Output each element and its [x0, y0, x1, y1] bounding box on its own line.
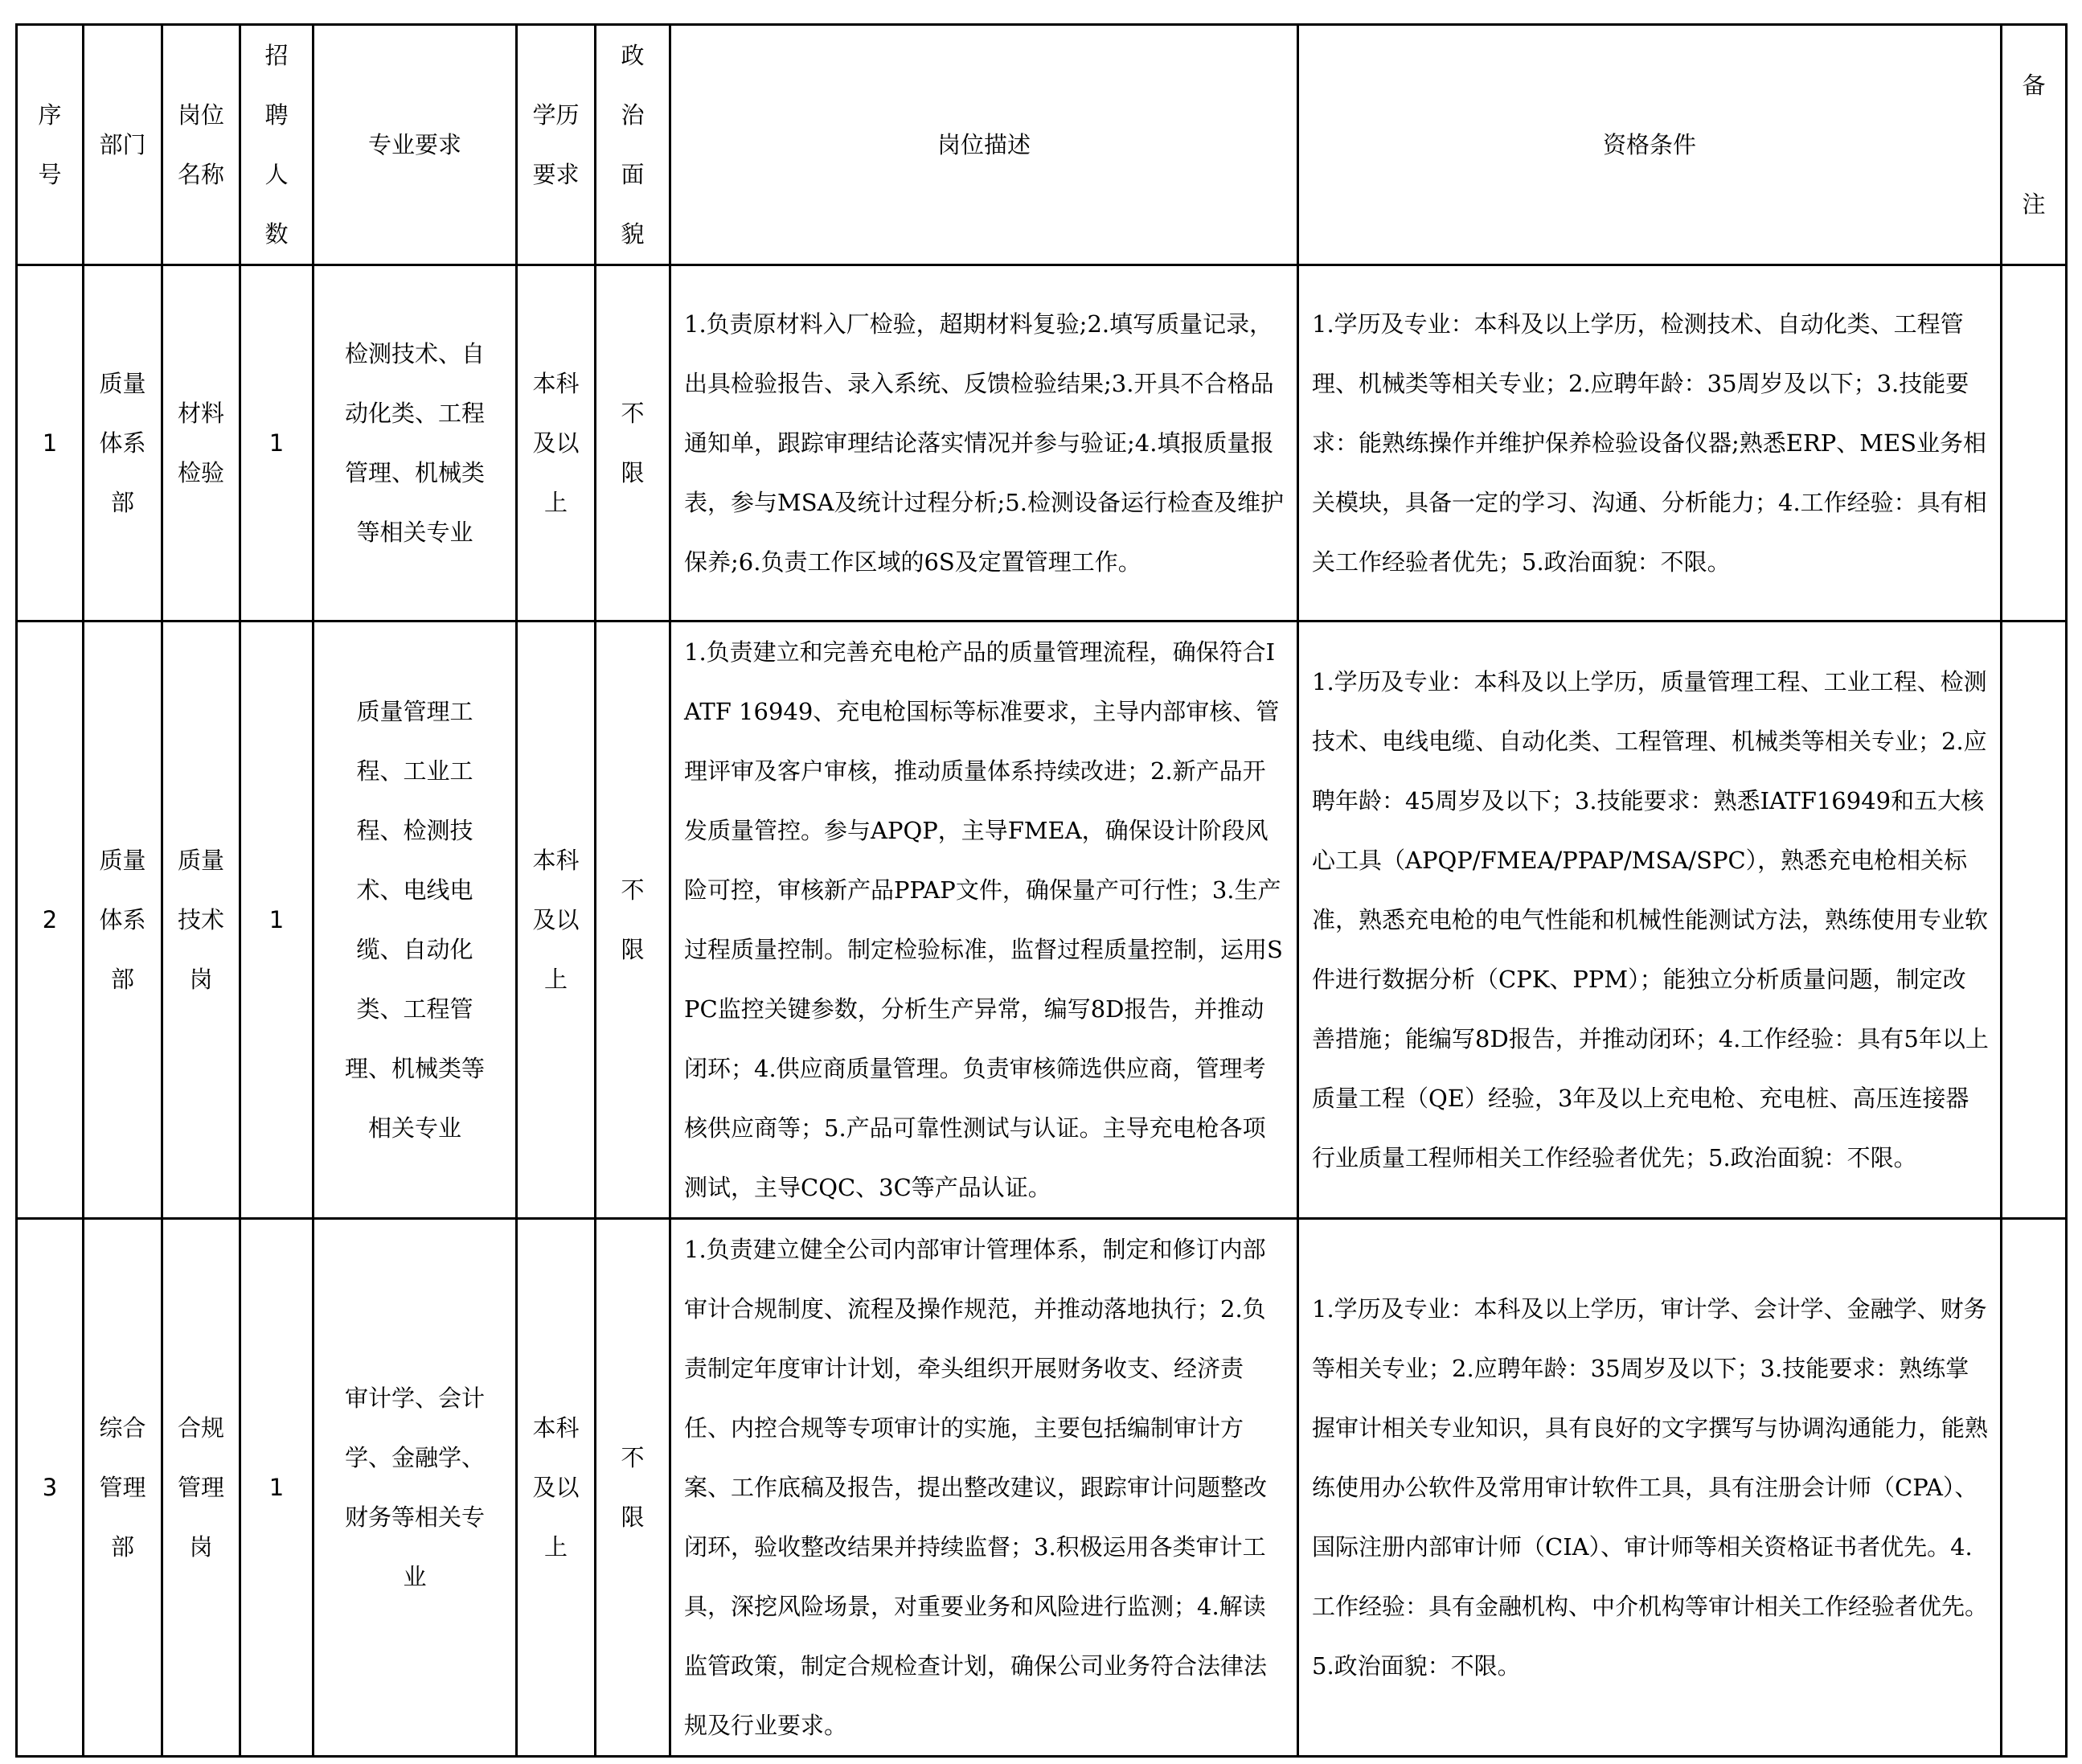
cell-education-text: 本科及以上 — [532, 370, 580, 516]
header-qualifications — [1298, 25, 2002, 265]
header-seq — [17, 25, 84, 265]
cell-description: 1.负责建立和完善充电枪产品的质量管理流程，确保符合IATF 16949、充电枪国标等标准要求，主导内部审核、管理评审及客户审核，推动质量体系持续改进；2.新产品开发质量管控。参与APQP，主导FMEA，确保设计阶段风险可控，审核新产品PPAP文件，确保量产可行性；3.生产过程质量控制。制定检验标准，监督过程质量控制，运用SPC监控关键参数，分析生产异常，编写8D报告，并推动闭环；4.供应商质量管理。负责审核筛选供应商，管理考核供应商等；5.产品可靠性测试与认证。主导充电枪各项测试，主导CQC、3C等产品认证。 — [670, 622, 1298, 1219]
cell-major-text: 检测技术、自动化类、工程管理、机械类等相关专业 — [344, 340, 485, 546]
header-education-label: 学历要求 — [532, 101, 580, 188]
cell-position — [162, 622, 240, 1219]
header-qualifications-label: 资格条件 — [1602, 131, 1696, 158]
cell-political-text: 不限 — [621, 876, 645, 963]
header-dept-label: 部门 — [99, 131, 146, 158]
cell-position — [162, 265, 240, 622]
cell-political — [596, 1219, 670, 1757]
cell-description: 1.负责原材料入厂检验，超期材料复验;2.填写质量记录，出具检验报告、录入系统、反馈检验结果;3.开具不合格品通知单，跟踪审理结论落实情况并参与验证;4.填报质量报表，参与MSA及统计过程分析;5.检测设备运行检查及维护保养;6.负责工作区域的6S及定置管理工作。 — [670, 265, 1298, 622]
table-row — [17, 265, 2067, 622]
header-political-label: 政治面貌 — [621, 42, 645, 248]
cell-education — [517, 622, 596, 1219]
cell-dept-text: 综合管理部 — [99, 1414, 146, 1561]
cell-political — [596, 622, 670, 1219]
cell-education-text: 本科及以上 — [532, 847, 580, 993]
table-row — [17, 1219, 2067, 1757]
cell-qualifications: 1.学历及专业：本科及以上学历，审计学、会计学、金融学、财务等相关专业；2.应聘年龄：35周岁及以下；3.技能要求：熟练掌握审计相关专业知识，具有良好的文字撰写与协调沟通能力，能熟练使用办公软件及常用审计软件工具，具有注册会计师（CPA）、国际注册内部审计师（CIA）、审计师等相关资格证书者优先。4.工作经验：具有金融机构、中介机构等审计相关工作经验者优先。5.政治面貌：不限。 — [1298, 1219, 2002, 1757]
header-position — [162, 25, 240, 265]
cell-position — [162, 1219, 240, 1757]
cell-qualifications: 1.学历及专业：本科及以上学历，检测技术、自动化类、工程管理、机械类等相关专业；2.应聘年龄：35周岁及以下；3.技能要求：能熟练操作并维护保养检验设备仪器;熟悉ERP、MES业务相关模块，具备一定的学习、沟通、分析能力；4.工作经验：具有相关工作经验者优先；5.政治面貌：不限。 — [1298, 265, 2002, 622]
cell-major — [314, 265, 517, 622]
recruitment-table — [15, 23, 2068, 1758]
header-political — [596, 25, 670, 265]
cell-major — [314, 1219, 517, 1757]
cell-dept — [84, 1219, 162, 1757]
cell-dept-text: 质量体系部 — [99, 847, 146, 993]
cell-dept — [84, 622, 162, 1219]
cell-seq: 1 — [17, 265, 84, 622]
header-headcount — [240, 25, 314, 265]
header-remarks — [2002, 25, 2067, 265]
cell-position-text: 合规管理岗 — [177, 1414, 224, 1561]
cell-education — [517, 1219, 596, 1757]
cell-education — [517, 265, 596, 622]
header-major-label: 专业要求 — [367, 131, 461, 158]
cell-headcount: 1 — [240, 265, 314, 622]
cell-political-text: 不限 — [621, 400, 645, 486]
cell-political — [596, 265, 670, 622]
header-dept — [84, 25, 162, 265]
cell-dept-text: 质量体系部 — [99, 370, 146, 516]
cell-major-text: 质量管理工程、工业工程、检测技术、电线电缆、自动化类、工程管理、机械类等相关专业 — [344, 698, 485, 1142]
cell-major — [314, 622, 517, 1219]
header-description — [670, 25, 1298, 265]
cell-seq: 2 — [17, 622, 84, 1219]
header-position-label: 岗位名称 — [177, 101, 224, 188]
cell-headcount: 1 — [240, 1219, 314, 1757]
cell-dept — [84, 265, 162, 622]
header-major — [314, 25, 517, 265]
cell-description: 1.负责建立健全公司内部审计管理体系，制定和修订内部审计合规制度、流程及操作规范，并推动落地执行；2.负责制定年度审计计划，牵头组织开展财务收支、经济责任、内控合规等专项审计的实施，主要包括编制审计方案、工作底稿及报告，提出整改建议，跟踪审计问题整改闭环，验收整改结果并持续监督；3.积极运用各类审计工具，深挖风险场景，对重要业务和风险进行监测；4.解读监管政策，制定合规检查计划，确保公司业务符合法律法规及行业要求。 — [670, 1219, 1298, 1757]
cell-position-text: 质量技术岗 — [177, 847, 224, 993]
cell-remarks — [2002, 1219, 2067, 1757]
cell-major-text: 审计学、会计学、金融学、财务等相关专业 — [344, 1385, 485, 1590]
cell-remarks — [2002, 265, 2067, 622]
cell-position-text: 材料检验 — [177, 400, 224, 486]
cell-education-text: 本科及以上 — [532, 1414, 580, 1561]
table-row — [17, 622, 2067, 1219]
header-seq-label: 序号 — [38, 101, 62, 188]
cell-headcount: 1 — [240, 622, 314, 1219]
header-description-label: 岗位描述 — [936, 131, 1031, 158]
cell-remarks — [2002, 622, 2067, 1219]
header-headcount-label: 招聘人数 — [264, 42, 289, 248]
header-remarks-label: 备注 — [2022, 72, 2046, 218]
table-header-row — [17, 25, 2067, 265]
cell-qualifications: 1.学历及专业：本科及以上学历，质量管理工程、工业工程、检测技术、电线电缆、自动化类、工程管理、机械类等相关专业；2.应聘年龄：45周岁及以下；3.技能要求：熟悉IATF16949和五大核心工具（APQP/FMEA/PPAP/MSA/SPC），熟悉充电枪相关标准，熟悉充电枪的电气性能和机械性能测试方法，熟练使用专业软件进行数据分析（CPK、PPM）；能独立分析质量问题，制定改善措施；能编写8D报告，并推动闭环；4.工作经验：具有5年以上质量工程（QE）经验，3年及以上充电枪、充电桩、高压连接器行业质量工程师相关工作经验者优先；5.政治面貌：不限。 — [1298, 622, 2002, 1219]
cell-seq: 3 — [17, 1219, 84, 1757]
cell-political-text: 不限 — [621, 1444, 645, 1531]
header-education — [517, 25, 596, 265]
